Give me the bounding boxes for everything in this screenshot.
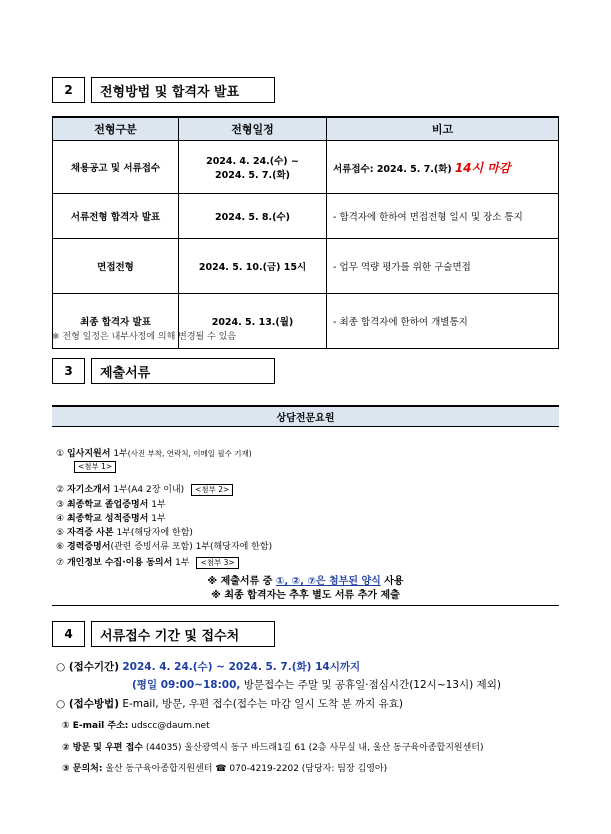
item-number: ①: [56, 449, 65, 459]
section-3-header: [52, 358, 275, 384]
column-header: 전형일정: [179, 117, 327, 141]
list-item: [56, 539, 272, 552]
note-cell: - 업무 역량 평가를 위한 구술면접: [327, 239, 559, 294]
summary-text: ※ 제출서류 중: [207, 576, 273, 587]
table-row: [53, 194, 559, 239]
doc-qty: 1부: [113, 485, 128, 495]
stage-cell: 서류전형 합격자 발표: [53, 194, 179, 239]
method-label: ○ (접수방법): [56, 698, 119, 710]
list-item: [56, 555, 239, 569]
stage-cell: 면접전형: [53, 239, 179, 294]
doc-name: 경력증명서: [66, 542, 111, 552]
date-cell: 2024. 5. 13.(월): [179, 294, 327, 349]
doc-qty: 1부: [116, 528, 131, 538]
doc-name: 자격증 사본: [66, 528, 114, 538]
doc-detail-mid: (관련 증빙서류 포함): [110, 542, 193, 552]
position-band: 상담전문요원: [52, 405, 559, 427]
section-title: 제출서류: [91, 358, 275, 384]
schedule-table: [52, 116, 559, 349]
list-item: [56, 511, 166, 524]
note-cell: [327, 141, 559, 194]
date-line: 2024. 4. 24.(수) ~: [206, 156, 299, 167]
visit-label: ② 방문 및 우편 접수: [62, 743, 144, 753]
contact-line: [62, 761, 387, 774]
item-number: ④: [56, 514, 65, 524]
doc-name: 최종학교 졸업증명서: [66, 500, 149, 510]
section-number: 3: [52, 358, 85, 384]
summary-line-2: ※ 최종 합격자는 추후 별도 서류 추가 제출: [211, 590, 400, 601]
note-cell: - 최종 합격자에 한하여 개별통지: [327, 294, 559, 349]
doc-name: 개인정보 수집·이용 동의서: [66, 558, 173, 568]
table-row: [53, 239, 559, 294]
period-value: 2024. 4. 24.(수) ~ 2024. 5. 7.(화) 14시까지: [122, 661, 361, 673]
doc-qty: 1부: [175, 558, 190, 568]
summary-highlight: ①, ②, ⑦은 첨부된 양식: [275, 576, 381, 587]
email-line: [62, 718, 210, 731]
doc-detail: (해당자에 한함): [130, 528, 193, 538]
note-text: 서류접수: 2024. 5. 7.(화): [333, 163, 452, 175]
section-title: 전형방법 및 합격자 발표: [91, 77, 275, 103]
item-number: ⑥: [56, 542, 65, 552]
contact-label: ③ 문의처:: [62, 764, 103, 774]
attachment-tag: <첨부 3>: [196, 557, 238, 569]
list-item: [56, 446, 252, 459]
deadline-emphasis: 14시 마감: [454, 160, 511, 175]
item-number: ②: [56, 485, 65, 495]
doc-name: 최종학교 성적증명서: [66, 514, 149, 524]
contact-value: 울산 동구육아종합지원센터 ☎ 070-4219-2202 (담당자: 팀장 김영아): [105, 764, 388, 774]
summary-text: 사용: [384, 576, 404, 587]
list-item: [56, 482, 233, 496]
attachment-tag: <첨부 2>: [191, 484, 233, 496]
method-value: E-mail, 방문, 우편 접수(접수는 마감 일시 도착 분 까지 유효): [122, 698, 404, 710]
note-cell: - 합격자에 한하여 면접전형 일시 및 장소 통지: [327, 194, 559, 239]
visit-exclusion: 방문접수는 주말 및 공휴일·점심시간(12시~13시) 제외): [243, 679, 501, 691]
section-number: 2: [52, 77, 85, 103]
summary-line-1: [52, 575, 559, 589]
stage-cell: 채용공고 및 서류접수: [53, 141, 179, 194]
period-label: ○ (접수기간): [56, 661, 119, 673]
doc-detail: (A4 2장 이내): [127, 485, 185, 495]
item-number: ⑤: [56, 528, 65, 538]
doc-qty: 1부: [151, 500, 166, 510]
section-title: 서류접수 기간 및 접수처: [91, 621, 275, 647]
date-cell: 2024. 5. 10.(금) 15시: [179, 239, 327, 294]
table-row: [53, 141, 559, 194]
item-number: ③: [56, 500, 65, 510]
doc-qty: 1부: [195, 542, 211, 552]
doc-detail: (해당자에 한함): [210, 542, 273, 552]
doc-name: 입사지원서: [66, 449, 111, 459]
date-line: 2024. 5. 7.(화): [215, 170, 290, 181]
doc-detail: (사진 부착, 연락처, 이메일 필수 기재): [127, 449, 252, 458]
doc-qty: 1부: [151, 514, 166, 524]
date-cell: [179, 141, 327, 194]
email-label: ① E-mail 주소:: [62, 721, 129, 731]
item-number: ⑦: [56, 558, 65, 568]
section-2-header: [52, 77, 275, 103]
list-item: [56, 497, 166, 510]
list-item: [70, 461, 116, 473]
section-number: 4: [52, 621, 85, 647]
doc-name: 자기소개서: [66, 485, 111, 495]
email-value[interactable]: udscc@daum.net: [131, 721, 210, 731]
visit-line: [62, 740, 484, 753]
documents-summary: [52, 575, 559, 606]
section-4-header: [52, 621, 275, 647]
attachment-tag: <첨부 1>: [74, 461, 116, 473]
date-cell: 2024. 5. 8.(수): [179, 194, 327, 239]
column-header: 비고: [327, 117, 559, 141]
doc-qty: 1부: [113, 449, 128, 459]
column-header: 전형구분: [53, 117, 179, 141]
stage-cell: 최종 합격자 발표: [53, 294, 179, 349]
weekday-hours: (평일 09:00~18:00,: [132, 679, 241, 691]
visit-address: (44035) 울산광역시 동구 바드래1길 61 (2층 사무실 내, 울산 동구육아종합지원센터): [145, 743, 484, 753]
period-sub-line: [132, 677, 501, 692]
schedule-footnote: ※ 전형 일정은 내부사정에 의해 변경될 수 있음: [52, 332, 237, 342]
table-header-row: [53, 117, 559, 141]
list-item: [56, 525, 193, 538]
method-line: [56, 696, 403, 711]
period-line: [56, 659, 360, 674]
